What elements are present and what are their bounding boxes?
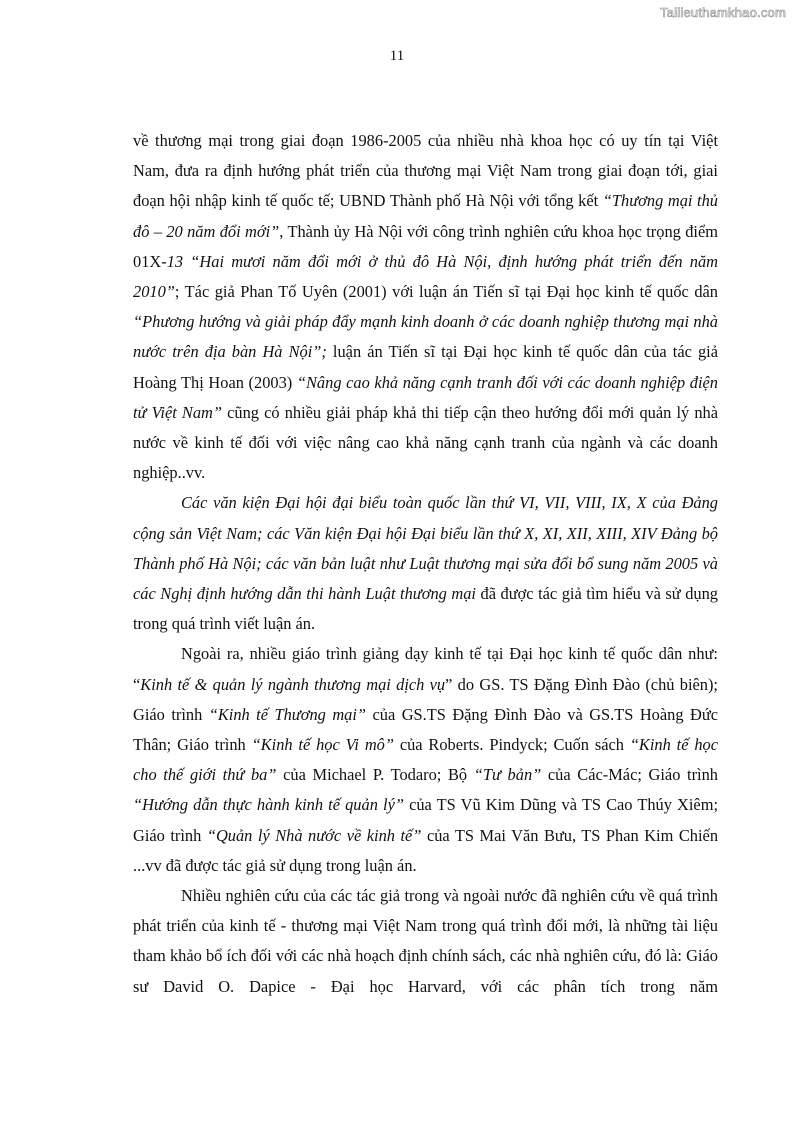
text-run: Nhiều nghiên cứu của các tác giả trong và ngoài nước đã nghiên cứu về quá trình phát triển của kinh tế - thương mại Việt Nam trong quá trình đổi mới, là những tài liệu tham khảo bổ ích đối với các nhà hoạch định chính sách, các nhà nghiên cứu, đó là: Giáo sư David O. Dapice - Đại học Harvard, với các phân tích trong năm (133, 886, 718, 996)
text-run: của TS Vũ Kim Dũng và TS Cao Thúy Xiêm; Giáo trình (133, 795, 718, 845)
text-run: về thương mại trong giai đoạn 1986-2005 của nhiều nhà khoa học có uy tín tại Việt Nam, đưa ra định hướng phát triển của thương mại Việt Nam trong giai đoạn tới, giai đoạn hội nhập kinh tế quốc tế; UBND Thành phố Hà Nội với tổng kết (133, 131, 718, 211)
text-run: ; Tác giả Phan Tố Uyên (2001) với luận án Tiến sĩ tại Đại học kinh tế quốc dân (174, 282, 718, 302)
text-run: của Các-Mác; Giáo trình (541, 765, 718, 785)
text-run: cũng có nhiều giải pháp khả thi tiếp cận theo hướng đổi mới quản lý nhà nước về kinh tế đối với việc nâng cao khả năng cạnh tranh của ngành và các doanh nghiệp..vv. (133, 402, 718, 483)
text-run-italic: “Phương hướng và giải pháp đẩy mạnh kinh doanh ở các doanh nghiệp thương mại nhà nước trên địa bàn Hà Nội”; (133, 312, 718, 362)
text-run-italic: Kinh tế & quản lý ngành thương mại dịch vụ (140, 674, 446, 694)
text-run: luận án Tiến sĩ tại Đại học kinh tế quốc dân của tác giả Hoàng Thị Hoan (2003) (133, 342, 718, 392)
page-number: 11 (389, 48, 405, 64)
text-run: , Thành ủy Hà Nội với công trình nghiên cứu khoa học trọng điểm 01X- (133, 221, 718, 271)
text-run: đã được tác giả tìm hiểu và sử dụng trong quá trình viết luận án. (133, 584, 718, 634)
paragraph-3 (133, 639, 718, 881)
text-run-italic: “Kinh tế Thương mại” (208, 704, 367, 724)
document-body (133, 126, 718, 1002)
text-run: Ngoài ra, nhiều giáo trình giảng dạy kinh tế tại Đại học kinh tế quốc dân như: “ (133, 644, 718, 694)
paragraph-2 (133, 488, 718, 639)
text-run-italic: “Quản lý Nhà nước về kinh tế” (206, 825, 422, 845)
text-run: của Roberts. Pindyck; Cuốn sách (393, 735, 630, 755)
text-run: ” do GS. TS Đặng Đình Đào (chủ biên); Giáo trình (133, 674, 718, 724)
text-run-italic: “Kinh tế học cho thế giới thứ ba” (133, 735, 718, 785)
paragraph-1 (133, 126, 718, 488)
text-run-italic: “Hướng dẫn thực hành kinh tế quản lý” (133, 795, 404, 815)
text-run-italic: 13 “Hai mươi năm đổi mới ở thủ đô Hà Nội, định hướng phát triển đến năm 2010” (133, 251, 718, 302)
text-run: của TS Mai Văn Bưu, TS Phan Kim Chiến ...vv đã được tác giả sử dụng trong luận án. (133, 825, 719, 875)
text-run: của Michael P. Todaro; Bộ (276, 765, 474, 785)
text-run: của GS.TS Đặng Đình Đào và GS.TS Hoàng Đức Thân; Giáo trình (133, 704, 718, 755)
watermark-text: Tailieuthamkhao.com (660, 5, 786, 20)
paragraph-4 (133, 881, 718, 1002)
text-run-italic: “Nâng cao khả năng cạnh tranh đối với các doanh nghiệp điện tử Việt Nam” (133, 372, 718, 422)
text-run-italic: “Thương mại thủ đô – 20 năm đổi mới” (133, 191, 718, 241)
text-run-italic: “Kinh tế học Vi mô” (251, 735, 394, 755)
text-run-italic: “Tư bản” (473, 765, 542, 785)
text-run-italic: Các văn kiện Đại hội đại biểu toàn quốc lần thứ VI, VII, VIII, IX, X của Đảng cộng sản Việt Nam; các Văn kiện Đại hội Đại biểu lần thứ X, XI, XII, XIII, XIV Đảng bộ Thành phố Hà Nội; các văn bản luật như Luật thương mại sửa đổi bổ sung năm 2005 và các Nghị định hướng dẫn thi hành Luật thương mại (133, 493, 718, 604)
